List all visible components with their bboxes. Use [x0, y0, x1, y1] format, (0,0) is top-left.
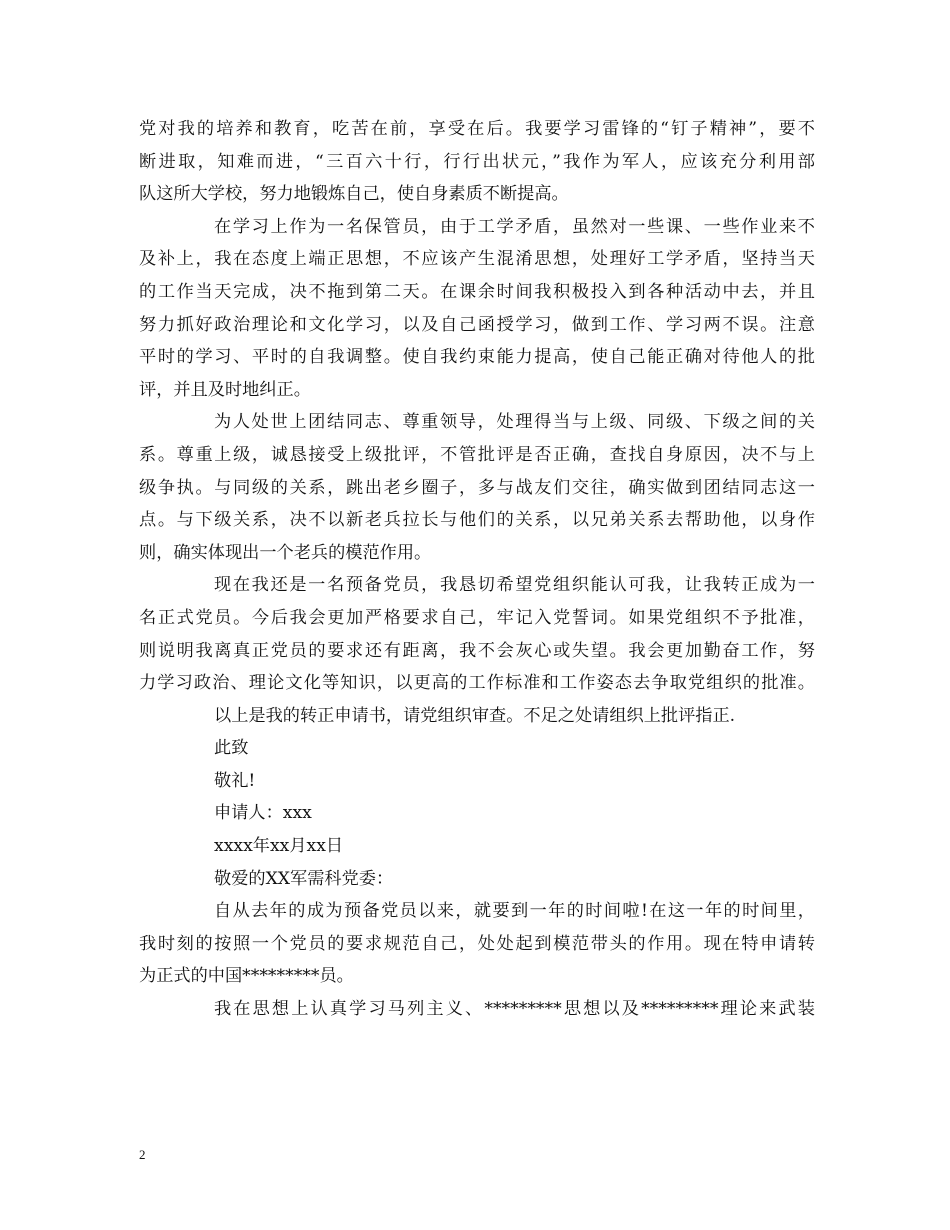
text-line: 的工作当天完成，决不拖到第二天。在课余时间我积极投入到各种活动中去，并且: [139, 281, 815, 302]
paragraph-start-line: 自从去年的成为预备党员以来，就要到一年的时间啦!在这一年的时间里，: [214, 901, 815, 922]
text-line: 则说明我离真正党员的要求还有距离，我不会灰心或失望。我会更加勤奋工作，努: [139, 640, 815, 661]
text-line: 系。尊重上级，诚恳接受上级批评，不管批评是否正确，查找自身原因，决不与上: [139, 444, 815, 465]
document-body: [139, 113, 815, 1026]
text-line: 名正式党员。今后我会更加严格要求自己，牢记入党誓词。如果党组织不予批准，: [139, 607, 815, 628]
text-line: 党对我的培养和教育，吃苦在前，享受在后。我要学习雷锋的“钉子精神”，要不: [139, 119, 815, 139]
text-line: 我时刻的按照一个党员的要求规范自己，处处起到模范带头的作用。现在特申请转: [139, 933, 815, 954]
text-line: 及补上，我在态度上端正思想，不应该产生混淆思想，处理好工学矛盾，坚持当天: [139, 249, 815, 270]
text-line: 队这所大学校，努力地锻炼自己，使自身素质不断提高。: [139, 184, 569, 205]
addressee-line: 敬爱的XX军需科党委：: [214, 868, 394, 889]
salutation-line: 此致: [214, 738, 249, 759]
applicant-line: 申请人：xxx: [214, 803, 312, 824]
text-line: 则，确实体现出一个老兵的模范作用。: [139, 542, 432, 563]
text-line: 努力抓好政治理论和文化学习，以及自己函授学习，做到工作、学习两不误。注意: [139, 314, 815, 335]
text-line: 评，并且及时地纠正。: [139, 379, 311, 400]
text-line: 级争执。与同级的关系，跳出老乡圈子，多与战友们交往，确实做到团结同志这一: [139, 477, 815, 498]
closing-line: 以上是我的转正申请书，请党组织审查。不足之处请组织上批评指正.: [214, 705, 736, 726]
page-number: 2: [139, 1147, 146, 1162]
paragraph-start-line: 为人处世上团结同志、尊重领导，处理得当与上级、同级、下级之间的关: [214, 412, 815, 433]
salutation-line: 敬礼!: [214, 770, 256, 791]
text-line: 点。与下级关系，决不以新老兵拉长与他们的关系，以兄弟关系去帮助他，以身作: [139, 510, 815, 531]
paragraph-start-line: 在学习上作为一名保管员，由于工学矛盾，虽然对一些课、一些作业来不: [214, 216, 815, 237]
text-line: 为正式的中国*********员。: [139, 966, 354, 987]
paragraph-start-line: 现在我还是一名预备党员，我恳切希望党组织能认可我，让我转正成为一: [214, 575, 815, 596]
paragraph-start-line: 我在思想上认真学习马列主义、*********思想以及*********理论来武装: [214, 999, 815, 1020]
date-line: xxxx年xx月xx日: [214, 836, 344, 857]
text-line: 平时的学习、平时的自我调整。使自我约束能力提高，使自己能正确对待他人的批: [139, 347, 815, 368]
text-line: 断进取，知难而进，“三百六十行，行行出状元，”我作为军人，应该充分利用部: [139, 151, 815, 172]
text-line: 力学习政治、理论文化等知识，以更高的工作标准和工作姿态去争取党组织的批准。: [139, 673, 815, 694]
